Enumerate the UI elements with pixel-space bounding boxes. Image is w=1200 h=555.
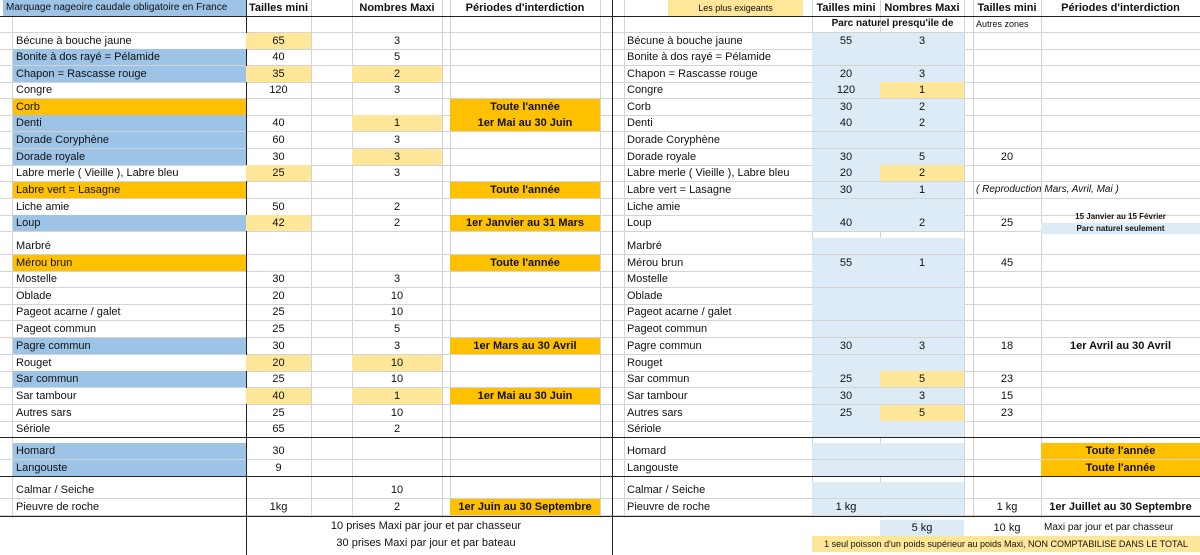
right-nombre-cell [880, 288, 964, 304]
right-nombre-cell [880, 132, 964, 148]
right-species-name: Bonite à dos rayé = Pélamide [627, 50, 772, 63]
right-nombre-cell: 1 [880, 255, 964, 271]
left-periode-cell [450, 460, 600, 476]
left-periode-cell: 1er Mars au 30 Avril [450, 338, 600, 354]
left-species-name: Bonite à dos rayé = Pélamide [13, 49, 246, 65]
footer-left-line2: 30 prises Maxi par jour et par bateau [336, 537, 516, 549]
left-nombre-cell: 3 [393, 133, 401, 146]
left-nombre-cell: 2 [393, 422, 401, 435]
right-nombre-cell: 3 [880, 33, 964, 49]
right-nombre-cell [880, 199, 964, 215]
right-note-cell: ( Reproduction Mars, Avril, Mai ) [976, 184, 1119, 195]
left-periode-cell [450, 288, 600, 304]
right-taille-cell [812, 482, 880, 498]
right-species-name: Sar commun [627, 372, 690, 385]
left-periode-cell: Toute l'année [450, 182, 600, 198]
right-taille-cell: 30 [812, 338, 880, 354]
left-taille-cell: 25 [246, 165, 311, 181]
left-periode-cell [450, 482, 600, 498]
right-taille2-cell [973, 238, 1041, 254]
left-nombre-cell: 1 [352, 115, 442, 131]
right-nombre-cell [880, 499, 964, 515]
left-nombre-cell: 3 [352, 149, 442, 165]
left-species-name: Denti [13, 115, 246, 131]
left-nombre-cell: 10 [390, 289, 404, 302]
left-taille-cell [246, 255, 311, 271]
left-species-name: Sar commun [13, 371, 246, 387]
right-taille-cell [812, 238, 880, 254]
left-taille-cell: 65 [246, 33, 311, 49]
left-nombre-cell: 3 [393, 83, 401, 96]
left-species-name: Dorade Coryphène [13, 132, 246, 148]
left-periode-cell: 1er Mai au 30 Juin [450, 115, 600, 131]
right-taille-cell [812, 355, 880, 371]
footer-right-taille2: 10 kg [993, 521, 1021, 534]
right-taille2-cell: 1 kg [996, 500, 1018, 513]
right-taille2-cell [973, 132, 1041, 148]
right-taille-cell: 20 [812, 165, 880, 181]
left-nombre-cell: 5 [393, 322, 401, 335]
left-taille-cell [246, 238, 311, 254]
footer-right-line2: 1 seul poisson d'un poids supérieur au poids Maxi, NON COMPTABILISE DANS LE TOTAL [812, 536, 1200, 552]
footer-left-line1: 10 prises Maxi par jour et par chasseur [330, 520, 522, 532]
right-taille2-cell [973, 443, 1041, 459]
right-taille-cell: 30 [812, 149, 880, 165]
left-nombre-cell [352, 255, 442, 271]
left-periode-cell [450, 421, 600, 437]
right-taille2-cell [973, 115, 1041, 131]
left-periode-cell [450, 238, 600, 254]
right-taille-cell [812, 271, 880, 287]
right-nombre-cell [880, 443, 964, 459]
left-taille-cell: 50 [272, 200, 285, 213]
left-nombre-cell: 3 [393, 272, 401, 285]
left-taille-cell: 25 [272, 322, 285, 335]
left-species-name: Loup [13, 215, 246, 231]
right-nombre-cell [880, 355, 964, 371]
right-taille-cell: 55 [812, 33, 880, 49]
right-periodes-header: Périodes d'interdiction [1061, 1, 1180, 14]
left-taille-cell: 35 [246, 66, 311, 82]
right-taille2-cell: 23 [1000, 406, 1014, 419]
left-periode-cell [450, 355, 600, 371]
right-taille2-cell: 45 [1000, 256, 1014, 269]
left-periode-cell: 1er Janvier au 31 Mars [450, 215, 600, 231]
right-taille-cell: 40 [812, 215, 880, 231]
right-nombre-cell: 5 [880, 371, 964, 387]
right-taille-cell: 1 kg [812, 499, 880, 515]
right-nombre-cell: 1 [880, 82, 964, 98]
left-species-name: Pageot commun [16, 322, 97, 335]
left-periode-cell [450, 405, 600, 421]
right-species-name: Mérou brun [627, 256, 684, 269]
left-periode-cell: 1er Juin au 30 Septembre [450, 499, 600, 515]
left-periodes-header: Périodes d'interdiction [465, 1, 585, 14]
left-taille-cell: 9 [275, 461, 282, 474]
left-nombre-cell: 2 [352, 66, 442, 82]
left-nombre-cell: 10 [390, 406, 404, 419]
left-taille-cell: 30 [272, 272, 285, 285]
left-taille-cell: 20 [246, 355, 311, 371]
left-nombre-cell: 2 [393, 216, 401, 229]
right-species-name: Oblade [627, 289, 663, 302]
right-species-name: Calmar / Seiche [627, 483, 706, 496]
right-nombre-cell: 3 [880, 388, 964, 404]
left-periode-cell: 1er Mai au 30 Juin [450, 388, 600, 404]
left-periode-cell [450, 371, 600, 387]
left-nombre-cell [352, 443, 442, 459]
grid-line [0, 516, 1200, 517]
left-taille-cell [246, 482, 311, 498]
left-species-name: Pageot acarne / galet [16, 305, 121, 318]
right-taille2-cell [973, 49, 1041, 65]
left-species-name: Langouste [13, 460, 246, 476]
right-park-header: Parc naturel presqu'ile de [831, 18, 954, 29]
right-taille-cell [812, 443, 880, 459]
left-periode-cell: Toute l'année [450, 255, 600, 271]
left-species-name: Liche amie [16, 200, 70, 213]
right-nombre-cell: 1 [880, 182, 964, 198]
right-species-name: Pieuvre de roche [627, 500, 711, 513]
right-species-name: Rouget [627, 356, 663, 369]
right-nombre-cell [880, 482, 964, 498]
right-periode-note: Parc naturel seulement [1041, 223, 1200, 234]
right-species-name: Dorade royale [627, 150, 697, 163]
left-taille-cell: 60 [272, 133, 285, 146]
left-nombre-cell: 2 [393, 500, 401, 513]
right-nombre-cell [880, 460, 964, 476]
right-taille-cell: 20 [812, 66, 880, 82]
left-periode-cell [450, 321, 600, 337]
left-species-name: Rouget [16, 356, 52, 369]
right-periode-cell: 1er Juillet au 30 Septembre [1049, 500, 1192, 513]
left-nombre-cell: 3 [393, 34, 401, 47]
left-species-name: Pieuvre de roche [16, 500, 100, 513]
right-taille-cell [812, 288, 880, 304]
left-nombre-cell: 5 [393, 50, 401, 63]
right-taille-cell [812, 304, 880, 320]
left-periode-cell [450, 149, 600, 165]
left-species-name: Chapon = Rascasse rouge [13, 66, 246, 82]
right-species-name: Liche amie [627, 200, 681, 213]
left-taille-cell: 40 [272, 116, 285, 129]
right-taille2-cell [973, 165, 1041, 181]
right-species-name: Chapon = Rascasse rouge [627, 67, 758, 80]
right-taille2-cell [973, 482, 1041, 498]
left-taille-cell: 30 [272, 150, 285, 163]
grid-line [1041, 0, 1042, 518]
left-species-name: Bécune à bouche jaune [16, 34, 132, 47]
right-taille-cell: 30 [812, 182, 880, 198]
right-taille2-cell: 23 [1000, 372, 1014, 385]
left-nombre-cell: 10 [390, 372, 404, 385]
left-species-name: Oblade [16, 289, 52, 302]
right-taille-cell: 30 [812, 99, 880, 115]
left-periode-cell: Toute l'année [450, 99, 600, 115]
right-taille-cell [812, 49, 880, 65]
right-periode-cell: Toute l'année [1041, 460, 1200, 476]
left-taille-cell: 25 [272, 406, 285, 419]
right-taille2-cell [973, 355, 1041, 371]
right-nombre-cell [880, 271, 964, 287]
left-taille-cell: 65 [272, 422, 285, 435]
right-taille2-cell [973, 321, 1041, 337]
right-periode-cell: 1er Avril au 30 Avril [1069, 339, 1172, 352]
left-species-name: Homard [13, 443, 246, 459]
left-title: Marquage nageoire caudale obligatoire en France [3, 0, 246, 16]
right-taille2-cell [973, 421, 1041, 437]
left-periode-cell [450, 304, 600, 320]
right-taille-cell: 30 [812, 388, 880, 404]
right-nombre-cell [880, 421, 964, 437]
left-taille-cell: 30 [272, 444, 285, 457]
grid-line [442, 0, 443, 518]
right-taille2-cell [973, 199, 1041, 215]
right-nombre-cell [880, 49, 964, 65]
right-nombre-cell: 2 [880, 215, 964, 231]
right-taille-cell: 120 [812, 82, 880, 98]
right-species-name: Autres sars [627, 406, 683, 419]
right-taille2-cell [973, 460, 1041, 476]
footer-right-nombre: 5 kg [880, 520, 964, 536]
right-species-name: Dorade Coryphène [627, 133, 720, 146]
right-taille2-cell: 18 [1000, 339, 1014, 352]
right-taille-cell [812, 460, 880, 476]
left-species-name: Calmar / Seiche [16, 483, 95, 496]
right-species-name: Corb [627, 100, 651, 113]
right-taille-cell [812, 421, 880, 437]
left-periode-cell [450, 66, 600, 82]
left-taille-cell: 40 [246, 388, 311, 404]
left-species-name: Pagre commun [13, 338, 246, 354]
right-taille2-cell [973, 66, 1041, 82]
right-tailles-header: Tailles mini [816, 1, 876, 14]
right-species-name: Sériole [627, 422, 662, 435]
left-nombre-cell [352, 238, 442, 254]
left-periode-cell [450, 271, 600, 287]
left-periode-cell [450, 199, 600, 215]
right-nombre-cell [880, 304, 964, 320]
right-species-name: Sar tambour [627, 389, 688, 402]
right-nombre-cell: 5 [880, 405, 964, 421]
left-species-name: Autres sars [16, 406, 72, 419]
right-periode-cell: 15 Janvier au 15 Février [1075, 211, 1166, 221]
right-nombre-cell [880, 321, 964, 337]
right-species-name: Langouste [627, 461, 679, 474]
left-species-name: Sériole [16, 422, 51, 435]
left-species-name: Mérou brun [13, 255, 246, 271]
left-nombre-cell: 2 [393, 200, 401, 213]
right-species-name: Labre merle ( Vieille ), Labre bleu [627, 166, 790, 179]
right-species-name: Pageot commun [627, 322, 708, 335]
right-taille-cell: 25 [812, 405, 880, 421]
left-taille-cell: 42 [246, 215, 311, 231]
left-taille-cell: 40 [272, 50, 285, 63]
left-periode-cell [450, 82, 600, 98]
left-nombre-cell: 3 [393, 339, 401, 352]
left-taille-cell: 25 [272, 305, 285, 318]
right-title: Les plus exigeants [668, 0, 803, 16]
right-species-name: Homard [627, 444, 667, 457]
left-nombres-header: Nombres Maxi [359, 1, 435, 14]
right-taille2-cell: 25 [1000, 216, 1014, 229]
right-autres-header: Autres zones [976, 18, 1029, 29]
left-taille-cell: 30 [272, 339, 285, 352]
left-taille-cell: 1kg [269, 500, 288, 513]
left-species-name: Labre merle ( Vieille ), Labre bleu [16, 166, 179, 179]
grid-line [600, 0, 601, 518]
left-nombre-cell [352, 182, 442, 198]
right-species-name: Denti [627, 116, 653, 129]
left-nombre-cell [352, 99, 442, 115]
right-periode-cell: Toute l'année [1041, 443, 1200, 459]
left-periode-cell [450, 443, 600, 459]
left-nombre-cell: 10 [352, 355, 442, 371]
grid-line [964, 0, 965, 518]
right-taille2-cell: 20 [1000, 150, 1014, 163]
right-species-name: Pagre commun [627, 339, 702, 352]
right-nombre-cell: 2 [880, 165, 964, 181]
right-nombres-header: Nombres Maxi [884, 1, 960, 14]
left-nombre-cell: 1 [352, 388, 442, 404]
right-species-name: Pageot acarne / galet [627, 305, 732, 318]
left-taille-cell: 25 [272, 372, 285, 385]
right-taille-cell [812, 132, 880, 148]
right-taille2-cell [973, 82, 1041, 98]
left-species-name: Dorade royale [13, 149, 246, 165]
right-species-name: Bécune à bouche jaune [627, 34, 743, 47]
right-taille-cell: 25 [812, 371, 880, 387]
left-species-name: Sar tambour [16, 389, 77, 402]
right-taille-cell [812, 321, 880, 337]
left-taille-cell: 120 [269, 83, 288, 96]
right-taille2-cell [973, 304, 1041, 320]
footer-right-note: Maxi par jour et par chasseur [1044, 522, 1174, 533]
right-species-name: Congre [627, 83, 664, 96]
left-species-name: Labre vert = Lasagne [13, 182, 246, 198]
left-periode-cell [450, 49, 600, 65]
right-nombre-cell: 3 [880, 338, 964, 354]
left-nombre-cell: 10 [390, 305, 404, 318]
right-taille-cell [812, 199, 880, 215]
right-tailles2-header: Tailles mini [977, 1, 1037, 14]
left-species-name: Marbré [16, 239, 51, 252]
right-taille2-cell [973, 288, 1041, 304]
right-species-name: Marbré [627, 239, 662, 252]
right-taille2-cell [973, 33, 1041, 49]
right-species-name: Mostelle [627, 272, 668, 285]
right-taille-cell: 55 [812, 255, 880, 271]
left-species-name: Corb [13, 99, 246, 115]
left-periode-cell [450, 132, 600, 148]
left-taille-cell [246, 182, 311, 198]
left-nombre-cell: 10 [390, 483, 404, 496]
left-species-name: Mostelle [16, 272, 57, 285]
right-species-name: Labre vert = Lasagne [627, 183, 732, 196]
right-nombre-cell [880, 238, 964, 254]
right-nombre-cell: 2 [880, 115, 964, 131]
grid-line [311, 0, 312, 518]
left-species-name: Congre [16, 83, 53, 96]
left-tailles-header: Tailles mini [248, 1, 309, 14]
left-taille-cell: 20 [272, 289, 285, 302]
left-periode-cell [450, 165, 600, 181]
right-taille2-cell [973, 99, 1041, 115]
right-species-name: Loup [627, 216, 652, 229]
left-nombre-cell [352, 460, 442, 476]
left-taille-cell [246, 99, 311, 115]
grid-line [612, 0, 613, 555]
right-taille2-cell [973, 271, 1041, 287]
right-nombre-cell: 3 [880, 66, 964, 82]
grid-line [0, 437, 1200, 438]
right-nombre-cell: 5 [880, 149, 964, 165]
right-taille2-cell: 15 [1000, 389, 1014, 402]
left-periode-cell [450, 33, 600, 49]
right-nombre-cell: 2 [880, 99, 964, 115]
grid-line [0, 476, 1200, 477]
right-taille-cell: 40 [812, 115, 880, 131]
left-nombre-cell: 3 [393, 166, 401, 179]
